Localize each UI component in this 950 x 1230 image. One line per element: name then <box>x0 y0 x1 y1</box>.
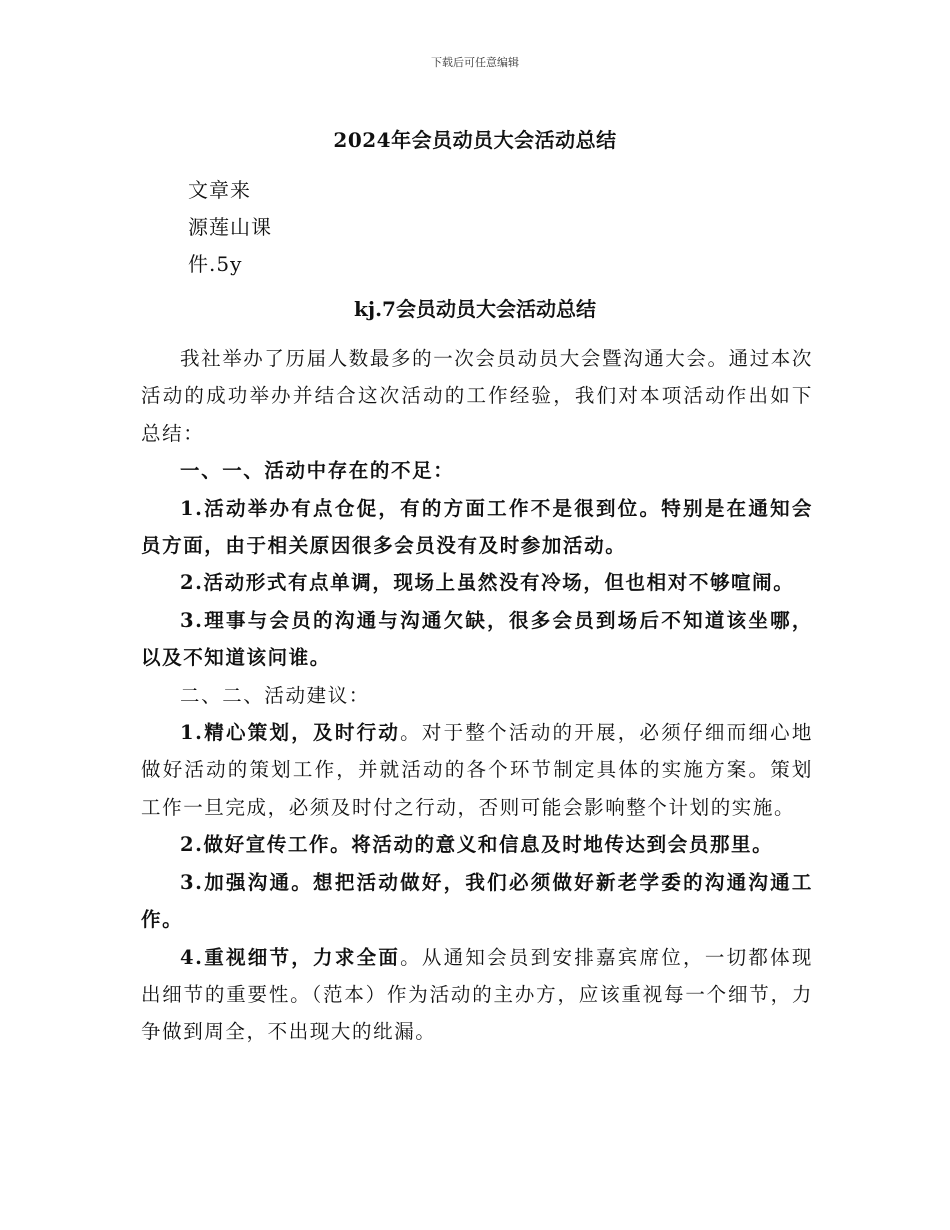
shortcoming-item: 1.活动举办有点仓促，有的方面工作不是很到位。特别是在通知会员方面，由于相关原因很多会员没有及时参加活动。 <box>141 496 813 558</box>
suggestion-lead: 2.做好宣传工作。将活动的意义和信息及时地传达到会员那里。 <box>180 833 774 857</box>
suggestion-item <box>141 826 813 863</box>
source-lines <box>188 172 272 283</box>
suggestion-item <box>141 864 813 939</box>
source-line: 件.5y <box>188 252 243 276</box>
suggestion-lead: 3.加强沟通。想把活动做好，我们必须做好新老学委的沟通沟通工作。 <box>141 870 813 932</box>
shortcoming-item: 3.理事与会员的沟通与沟通欠缺，很多会员到场后不知道该坐哪，以及不知道该问谁。 <box>141 608 813 670</box>
source-line: 源莲山课 <box>188 215 272 239</box>
suggestion-lead: 4.重视细节，力求全面 <box>180 945 401 969</box>
section-heading-shortcomings: 一、一、活动中存在的不足： <box>180 459 455 483</box>
suggestion-item <box>141 714 813 826</box>
document-subtitle: kj.7会员动员大会活动总结 <box>354 297 596 321</box>
suggestion-text: 。对于整个活动的开展，必须仔细而细心地做好活动的策划工作，并就活动的各个环节制定具体的实施方案。策划工作一旦完成，必须及时付之行动，否则可能会影响整个计划的实施。 <box>141 721 813 819</box>
document-title: 2024年会员动员大会活动总结 <box>333 128 617 152</box>
source-line: 文章来 <box>188 178 251 202</box>
shortcoming-item: 2.活动形式有点单调，现场上虽然没有冷场，但也相对不够喧闹。 <box>180 571 795 595</box>
intro-paragraph: 我社举办了历届人数最多的一次会员动员大会暨沟通大会。通过本次活动的成功举办并结合这次活动的工作经验，我们对本项活动作出如下总结： <box>141 347 814 445</box>
suggestion-text: 。从通知会员到安排嘉宾席位，一切都体现出细节的重要性。（范本）作为活动的主办方，应该重视每一个细节，力争做到周全，不出现大的纰漏。 <box>141 945 813 1044</box>
suggestion-item <box>141 939 813 1051</box>
document-body <box>141 340 813 1051</box>
page-header-note: 下载后可任意编辑 <box>431 56 519 69</box>
suggestion-lead: 1.精心策划，及时行动 <box>180 721 401 745</box>
section-heading-suggestions: 二、二、活动建议： <box>180 683 370 707</box>
